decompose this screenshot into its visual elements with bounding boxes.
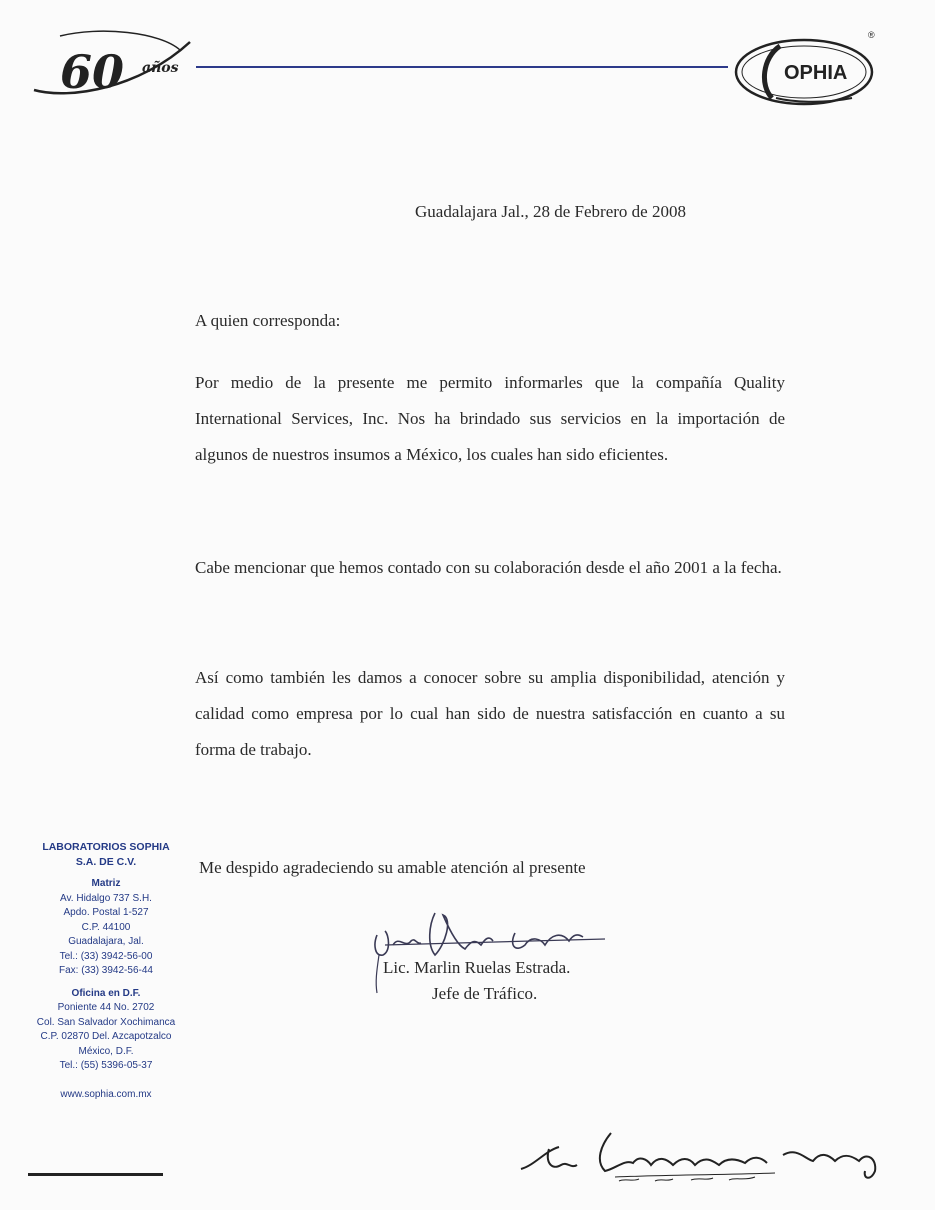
sophia-logo: [732, 28, 882, 110]
sidebar-rule: [28, 1173, 163, 1176]
signer-title: Jefe de Tráfico.: [432, 984, 538, 1003]
anniversary-logo: [30, 28, 200, 108]
matriz-fax: Fax: (33) 3942-56-44: [59, 965, 153, 976]
handwritten-signature: [365, 905, 615, 995]
signer-name: Lic. Marlin Ruelas Estrada.: [383, 958, 571, 977]
letter-greeting: A quien corresponda:: [195, 311, 341, 330]
letter-date: Guadalajara Jal., 28 de Febrero de 2008: [415, 202, 686, 221]
website-link: www.sophia.com.mx: [60, 1088, 152, 1100]
svg-text:OPHIA: OPHIA: [784, 62, 848, 84]
company-name-line2: S.A. DE C.V.: [75, 855, 137, 868]
paragraph-3: Así como también les damos a conocer sobre su amplia disponibilidad, atención y calidad como empresa por lo cual han sido de nuestra satisfacción en cuanto a su forma de trabajo.: [195, 668, 785, 759]
df-office-title: Oficina en D.F.: [71, 987, 141, 999]
svg-text:®: ®: [868, 30, 875, 40]
svg-text:60: 60: [60, 45, 125, 99]
handwritten-slogan-logo: [515, 1125, 895, 1187]
matriz-address-line: Av. Hidalgo 737 S.H.: [60, 892, 152, 904]
df-address-line: México, D.F.: [78, 1045, 134, 1057]
company-info-sidebar: [12, 840, 200, 1102]
matriz-phone: Tel.: (33) 3942-56-00: [59, 950, 153, 962]
matriz-title: Matriz: [91, 878, 121, 889]
matriz-address-line: Guadalajara, Jal.: [68, 936, 144, 947]
letter-closing: Me despido agradeciendo su amable atención al presente: [199, 858, 586, 877]
df-address-line: C.P. 02870 Del. Azcapotzalco: [40, 1031, 172, 1042]
header-rule: [196, 66, 728, 68]
df-address-line: Poniente 44 No. 2702: [57, 1002, 155, 1013]
matriz-address-line: C.P. 44100: [81, 921, 131, 933]
matriz-address-line: Apdo. Postal 1-527: [63, 907, 149, 918]
df-address-line: Col. San Salvador Xochimanca: [36, 1016, 176, 1028]
paragraph-1: Por medio de la presente me permito informarles que la compañía Quality International Services, Inc. Nos ha brindado sus servicios en la importación de algunos de nuestros insumos a México, los cuales han sido eficientes.: [195, 373, 785, 464]
paragraph-2: Cabe mencionar que hemos contado con su colaboración desde el año 2001 a la fecha.: [195, 558, 782, 577]
company-name-line1: LABORATORIOS SOPHIA: [42, 841, 170, 853]
svg-text:años: años: [142, 60, 179, 76]
df-phone: Tel.: (55) 5396-05-37: [59, 1060, 153, 1071]
